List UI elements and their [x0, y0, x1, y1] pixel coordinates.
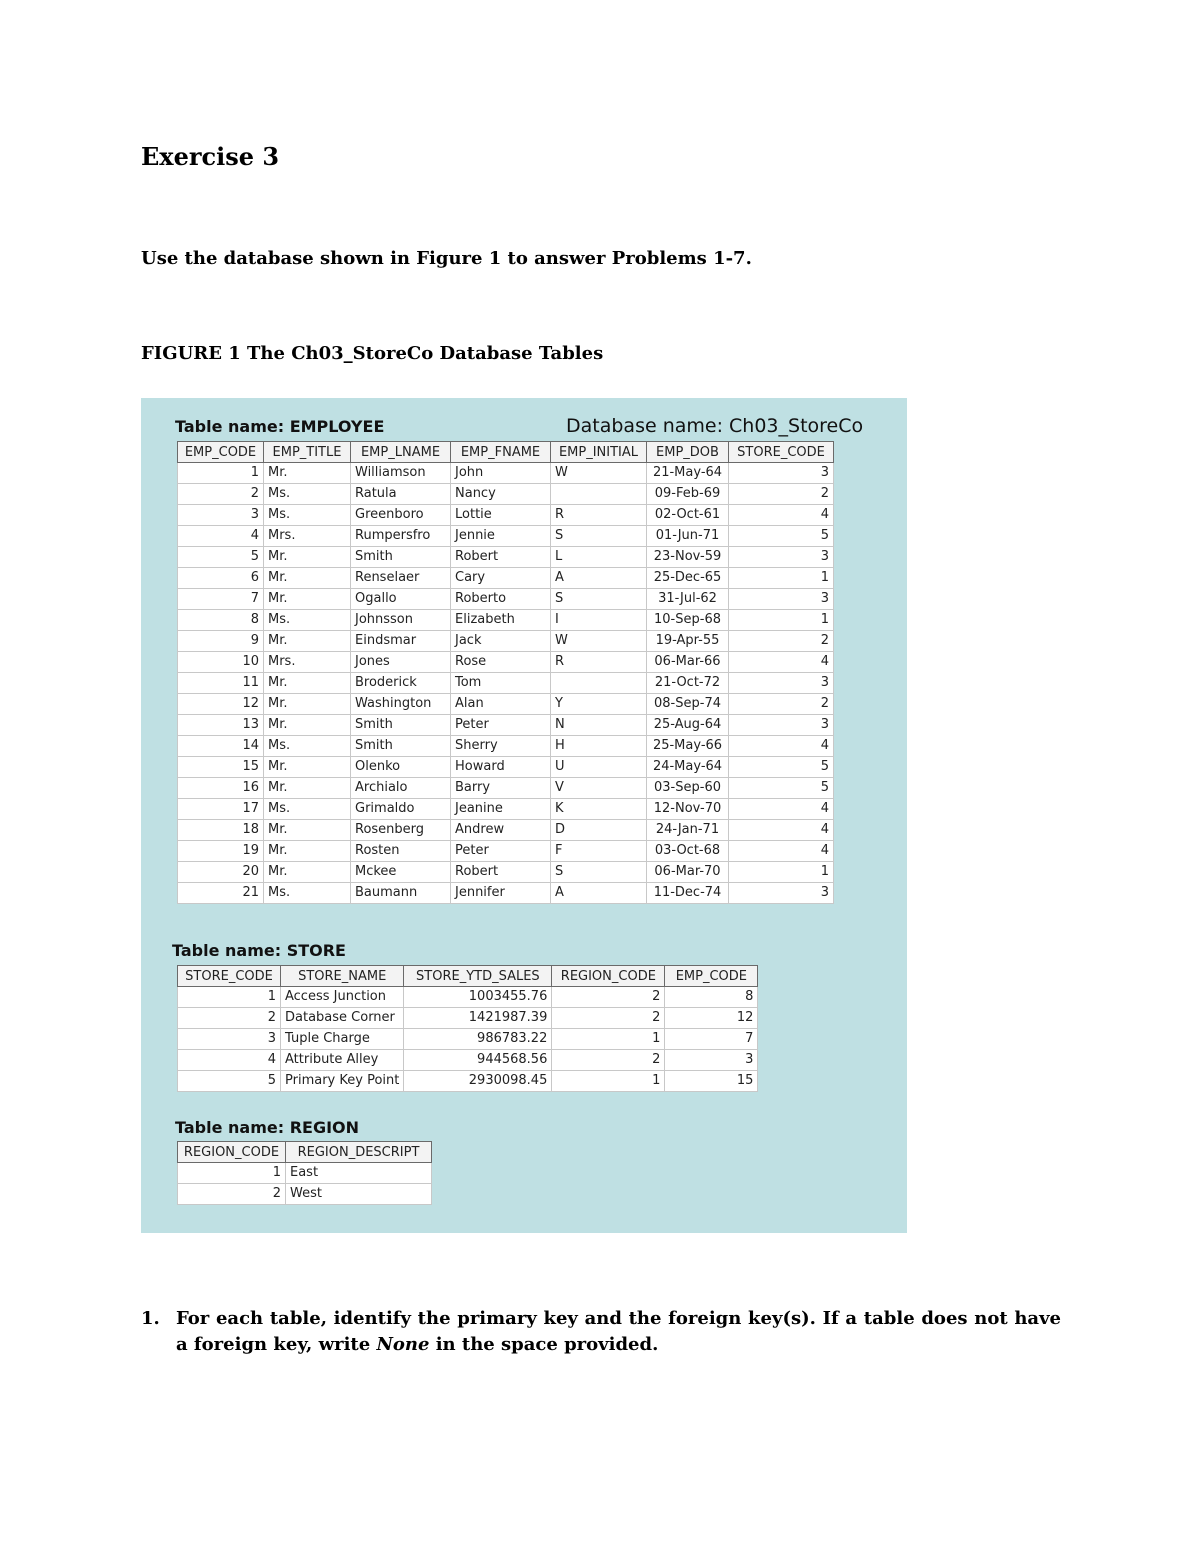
- question-number: 1.: [141, 1308, 160, 1329]
- table-cell: 5: [178, 1071, 281, 1092]
- table-cell: 23-Nov-59: [647, 547, 729, 568]
- table-cell: Alan: [451, 694, 551, 715]
- table-cell: 19: [178, 841, 264, 862]
- table-cell: Mr.: [264, 589, 351, 610]
- table-cell: Elizabeth: [451, 610, 551, 631]
- table-cell: Jeanine: [451, 799, 551, 820]
- table-cell: 944568.56: [404, 1050, 552, 1071]
- table-cell: 15: [665, 1071, 758, 1092]
- column-header: EMP_CODE: [665, 966, 758, 987]
- database-name-label: Database name: Ch03_StoreCo: [566, 415, 864, 437]
- table-cell: 4: [729, 505, 834, 526]
- table-cell: Rosenberg: [351, 820, 451, 841]
- table-cell: I: [551, 610, 647, 631]
- table-cell: [551, 673, 647, 694]
- column-header: EMP_INITIAL: [551, 442, 647, 463]
- table-cell: 11: [178, 673, 264, 694]
- table-cell: Grimaldo: [351, 799, 451, 820]
- table-cell: 21-Oct-72: [647, 673, 729, 694]
- table-cell: 5: [178, 547, 264, 568]
- table-row: [178, 1163, 432, 1184]
- table-cell: 4: [178, 1050, 281, 1071]
- database-figure: [141, 398, 907, 1233]
- column-header: STORE_CODE: [729, 442, 834, 463]
- table-cell: Rumpersfro: [351, 526, 451, 547]
- table-cell: 1: [178, 987, 281, 1008]
- table-row: [178, 1029, 758, 1050]
- table-cell: Mr.: [264, 715, 351, 736]
- table-cell: F: [551, 841, 647, 862]
- table-cell: 2: [729, 694, 834, 715]
- table-cell: 3: [178, 1029, 281, 1050]
- figure-caption: FIGURE 1 The Ch03_StoreCo Database Tables: [141, 343, 604, 364]
- table-cell: Smith: [351, 547, 451, 568]
- table-cell: Primary Key Point: [281, 1071, 404, 1092]
- table-cell: Mr.: [264, 547, 351, 568]
- table-row: [178, 757, 834, 778]
- column-header: EMP_CODE: [178, 442, 264, 463]
- table-cell: L: [551, 547, 647, 568]
- table-cell: [551, 484, 647, 505]
- table-cell: Peter: [451, 715, 551, 736]
- table-row: [178, 652, 834, 673]
- table-cell: S: [551, 589, 647, 610]
- table-cell: 4: [729, 841, 834, 862]
- table-cell: K: [551, 799, 647, 820]
- table-cell: 25-Dec-65: [647, 568, 729, 589]
- table-row: [178, 631, 834, 652]
- table-cell: 1003455.76: [404, 987, 552, 1008]
- table-cell: Ms.: [264, 883, 351, 904]
- table-row: [178, 526, 834, 547]
- table-cell: Greenboro: [351, 505, 451, 526]
- table-row: [178, 1050, 758, 1071]
- table-cell: 11-Dec-74: [647, 883, 729, 904]
- store-table-title: Table name: STORE: [172, 941, 346, 960]
- table-cell: Jack: [451, 631, 551, 652]
- table-cell: 19-Apr-55: [647, 631, 729, 652]
- table-row: [178, 568, 834, 589]
- table-cell: 5: [729, 526, 834, 547]
- table-row: [178, 841, 834, 862]
- table-cell: 1: [552, 1071, 665, 1092]
- table-row: [178, 799, 834, 820]
- table-cell: 1: [552, 1029, 665, 1050]
- table-cell: Smith: [351, 715, 451, 736]
- table-cell: Ratula: [351, 484, 451, 505]
- table-cell: 5: [729, 778, 834, 799]
- table-cell: Mckee: [351, 862, 451, 883]
- table-cell: 20: [178, 862, 264, 883]
- table-cell: 31-Jul-62: [647, 589, 729, 610]
- table-cell: 3: [729, 589, 834, 610]
- table-cell: 2930098.45: [404, 1071, 552, 1092]
- table-cell: Nancy: [451, 484, 551, 505]
- table-cell: West: [286, 1184, 432, 1205]
- table-cell: 3: [729, 547, 834, 568]
- table-cell: 03-Sep-60: [647, 778, 729, 799]
- table-row: [178, 1184, 432, 1205]
- exercise-heading: Exercise 3: [141, 142, 280, 171]
- table-cell: 1421987.39: [404, 1008, 552, 1029]
- table-cell: 06-Mar-66: [647, 652, 729, 673]
- table-cell: Johnsson: [351, 610, 451, 631]
- table-cell: Mr.: [264, 631, 351, 652]
- table-cell: Peter: [451, 841, 551, 862]
- table-cell: 3: [729, 715, 834, 736]
- table-cell: Mr.: [264, 820, 351, 841]
- question-1: [141, 1306, 1061, 1358]
- intro-text: Use the database shown in Figure 1 to answer Problems 1-7.: [141, 248, 752, 269]
- table-cell: 6: [178, 568, 264, 589]
- table-cell: 986783.22: [404, 1029, 552, 1050]
- table-cell: 1: [178, 1163, 286, 1184]
- question-text-start: For each table, identify the primary key and the foreign key(s). If a table does not have a foreign key, write: [176, 1308, 1061, 1355]
- table-cell: 3: [729, 883, 834, 904]
- column-header: STORE_NAME: [281, 966, 404, 987]
- employee-header-row: [178, 442, 834, 463]
- table-cell: Ogallo: [351, 589, 451, 610]
- table-cell: 1: [178, 463, 264, 484]
- table-cell: 9: [178, 631, 264, 652]
- table-cell: 13: [178, 715, 264, 736]
- table-cell: Williamson: [351, 463, 451, 484]
- column-header: REGION_DESCRIPT: [286, 1142, 432, 1163]
- table-cell: Rosten: [351, 841, 451, 862]
- table-cell: Olenko: [351, 757, 451, 778]
- table-row: [178, 862, 834, 883]
- table-cell: 2: [178, 1184, 286, 1205]
- table-row: [178, 673, 834, 694]
- table-cell: Jones: [351, 652, 451, 673]
- table-cell: 3: [729, 463, 834, 484]
- table-cell: 7: [665, 1029, 758, 1050]
- table-cell: Mr.: [264, 694, 351, 715]
- table-cell: 2: [178, 1008, 281, 1029]
- table-cell: D: [551, 820, 647, 841]
- table-cell: Tom: [451, 673, 551, 694]
- table-row: [178, 610, 834, 631]
- table-cell: 3: [729, 673, 834, 694]
- region-table-title: Table name: REGION: [175, 1118, 360, 1137]
- table-cell: 1: [729, 862, 834, 883]
- table-row: [178, 987, 758, 1008]
- table-cell: John: [451, 463, 551, 484]
- table-cell: Cary: [451, 568, 551, 589]
- table-cell: 15: [178, 757, 264, 778]
- column-header: STORE_YTD_SALES: [404, 966, 552, 987]
- table-row: [178, 1008, 758, 1029]
- table-cell: Eindsmar: [351, 631, 451, 652]
- table-cell: S: [551, 526, 647, 547]
- table-cell: 21-May-64: [647, 463, 729, 484]
- table-cell: Tuple Charge: [281, 1029, 404, 1050]
- table-cell: Smith: [351, 736, 451, 757]
- table-cell: R: [551, 652, 647, 673]
- table-cell: Rose: [451, 652, 551, 673]
- table-cell: Mr.: [264, 463, 351, 484]
- table-cell: Jennie: [451, 526, 551, 547]
- table-cell: Jennifer: [451, 883, 551, 904]
- table-cell: Mr.: [264, 673, 351, 694]
- table-cell: 8: [665, 987, 758, 1008]
- table-cell: 01-Jun-71: [647, 526, 729, 547]
- table-cell: A: [551, 883, 647, 904]
- table-cell: 4: [729, 736, 834, 757]
- column-header: REGION_CODE: [552, 966, 665, 987]
- table-cell: W: [551, 631, 647, 652]
- table-cell: Mr.: [264, 778, 351, 799]
- table-cell: 18: [178, 820, 264, 841]
- table-cell: 2: [552, 1050, 665, 1071]
- table-cell: H: [551, 736, 647, 757]
- table-cell: Attribute Alley: [281, 1050, 404, 1071]
- table-cell: 2: [552, 987, 665, 1008]
- table-cell: Access Junction: [281, 987, 404, 1008]
- table-cell: 12-Nov-70: [647, 799, 729, 820]
- table-cell: 4: [729, 820, 834, 841]
- table-cell: 2: [178, 484, 264, 505]
- store-table: [177, 965, 758, 1092]
- table-cell: 25-May-66: [647, 736, 729, 757]
- table-cell: Mr.: [264, 841, 351, 862]
- table-cell: Mr.: [264, 757, 351, 778]
- table-cell: Y: [551, 694, 647, 715]
- table-cell: 14: [178, 736, 264, 757]
- table-cell: 03-Oct-68: [647, 841, 729, 862]
- table-row: [178, 484, 834, 505]
- table-cell: S: [551, 862, 647, 883]
- table-cell: 7: [178, 589, 264, 610]
- employee-table-title: Table name: EMPLOYEE: [175, 417, 385, 436]
- table-cell: Barry: [451, 778, 551, 799]
- table-cell: 5: [729, 757, 834, 778]
- table-cell: Roberto: [451, 589, 551, 610]
- table-row: [178, 547, 834, 568]
- table-cell: Washington: [351, 694, 451, 715]
- table-cell: 25-Aug-64: [647, 715, 729, 736]
- table-row: [178, 736, 834, 757]
- table-cell: Ms.: [264, 799, 351, 820]
- table-cell: East: [286, 1163, 432, 1184]
- store-header-row: [178, 966, 758, 987]
- table-cell: Sherry: [451, 736, 551, 757]
- table-row: [178, 694, 834, 715]
- column-header: EMP_FNAME: [451, 442, 551, 463]
- table-cell: Andrew: [451, 820, 551, 841]
- table-cell: Baumann: [351, 883, 451, 904]
- table-cell: V: [551, 778, 647, 799]
- table-cell: 21: [178, 883, 264, 904]
- table-row: [178, 505, 834, 526]
- table-cell: 08-Sep-74: [647, 694, 729, 715]
- table-cell: Robert: [451, 547, 551, 568]
- table-cell: Renselaer: [351, 568, 451, 589]
- table-cell: Ms.: [264, 736, 351, 757]
- table-row: [178, 463, 834, 484]
- table-cell: Robert: [451, 862, 551, 883]
- table-cell: 24-May-64: [647, 757, 729, 778]
- table-cell: 10: [178, 652, 264, 673]
- question-text-end: in the space provided.: [429, 1334, 659, 1355]
- question-text: [176, 1306, 1061, 1358]
- table-cell: 1: [729, 568, 834, 589]
- table-cell: 24-Jan-71: [647, 820, 729, 841]
- table-cell: 2: [729, 631, 834, 652]
- table-cell: Mrs.: [264, 526, 351, 547]
- table-cell: U: [551, 757, 647, 778]
- table-cell: 02-Oct-61: [647, 505, 729, 526]
- table-cell: Broderick: [351, 673, 451, 694]
- table-cell: Ms.: [264, 484, 351, 505]
- column-header: EMP_LNAME: [351, 442, 451, 463]
- table-cell: 06-Mar-70: [647, 862, 729, 883]
- table-cell: 4: [729, 799, 834, 820]
- table-cell: 4: [729, 652, 834, 673]
- table-cell: 12: [665, 1008, 758, 1029]
- table-row: [178, 778, 834, 799]
- column-header: EMP_DOB: [647, 442, 729, 463]
- table-cell: Ms.: [264, 505, 351, 526]
- table-row: [178, 883, 834, 904]
- column-header: REGION_CODE: [178, 1142, 286, 1163]
- table-cell: 4: [178, 526, 264, 547]
- table-cell: Database Corner: [281, 1008, 404, 1029]
- table-cell: Lottie: [451, 505, 551, 526]
- table-cell: 8: [178, 610, 264, 631]
- employee-table: [177, 441, 834, 904]
- table-cell: 3: [178, 505, 264, 526]
- table-cell: 09-Feb-69: [647, 484, 729, 505]
- table-cell: 1: [729, 610, 834, 631]
- table-cell: A: [551, 568, 647, 589]
- table-row: [178, 715, 834, 736]
- table-cell: 12: [178, 694, 264, 715]
- table-cell: 17: [178, 799, 264, 820]
- table-cell: N: [551, 715, 647, 736]
- table-cell: Mr.: [264, 862, 351, 883]
- table-cell: 10-Sep-68: [647, 610, 729, 631]
- table-cell: 16: [178, 778, 264, 799]
- table-cell: Ms.: [264, 610, 351, 631]
- table-row: [178, 589, 834, 610]
- table-cell: Archialo: [351, 778, 451, 799]
- column-header: EMP_TITLE: [264, 442, 351, 463]
- table-row: [178, 1071, 758, 1092]
- table-cell: 2: [552, 1008, 665, 1029]
- table-cell: R: [551, 505, 647, 526]
- table-cell: 3: [665, 1050, 758, 1071]
- table-cell: Mrs.: [264, 652, 351, 673]
- table-cell: W: [551, 463, 647, 484]
- region-table: [177, 1141, 432, 1205]
- region-header-row: [178, 1142, 432, 1163]
- table-row: [178, 820, 834, 841]
- question-emphasis: None: [376, 1334, 430, 1355]
- table-cell: 2: [729, 484, 834, 505]
- table-cell: Howard: [451, 757, 551, 778]
- column-header: STORE_CODE: [178, 966, 281, 987]
- table-cell: Mr.: [264, 568, 351, 589]
